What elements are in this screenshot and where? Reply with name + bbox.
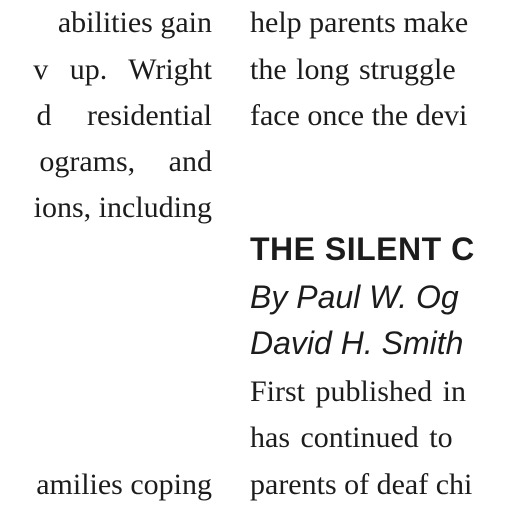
right-text-line: parents of deaf chi [250,468,473,501]
section-heading: THE SILENT C [250,231,475,267]
right-text-line: face once the devi [250,99,468,132]
author-byline: David H. Smith [250,325,464,361]
left-text-line: abilities gain [57,6,212,39]
right-text-line: First published in [250,375,467,408]
left-column [0,0,212,512]
right-column [250,0,512,512]
left-text-line: v up. Wright [33,53,212,86]
left-text-line: amilies coping [36,468,212,501]
right-text-line: has continued to [250,421,453,454]
right-text-line: the long struggle [250,53,456,86]
left-text-line: d residential [36,99,212,132]
left-text-line: ions, including [33,191,212,224]
author-byline: By Paul W. Og [250,279,459,315]
right-text-line: help parents make [250,6,469,39]
left-text-line: ograms, and [39,145,212,178]
